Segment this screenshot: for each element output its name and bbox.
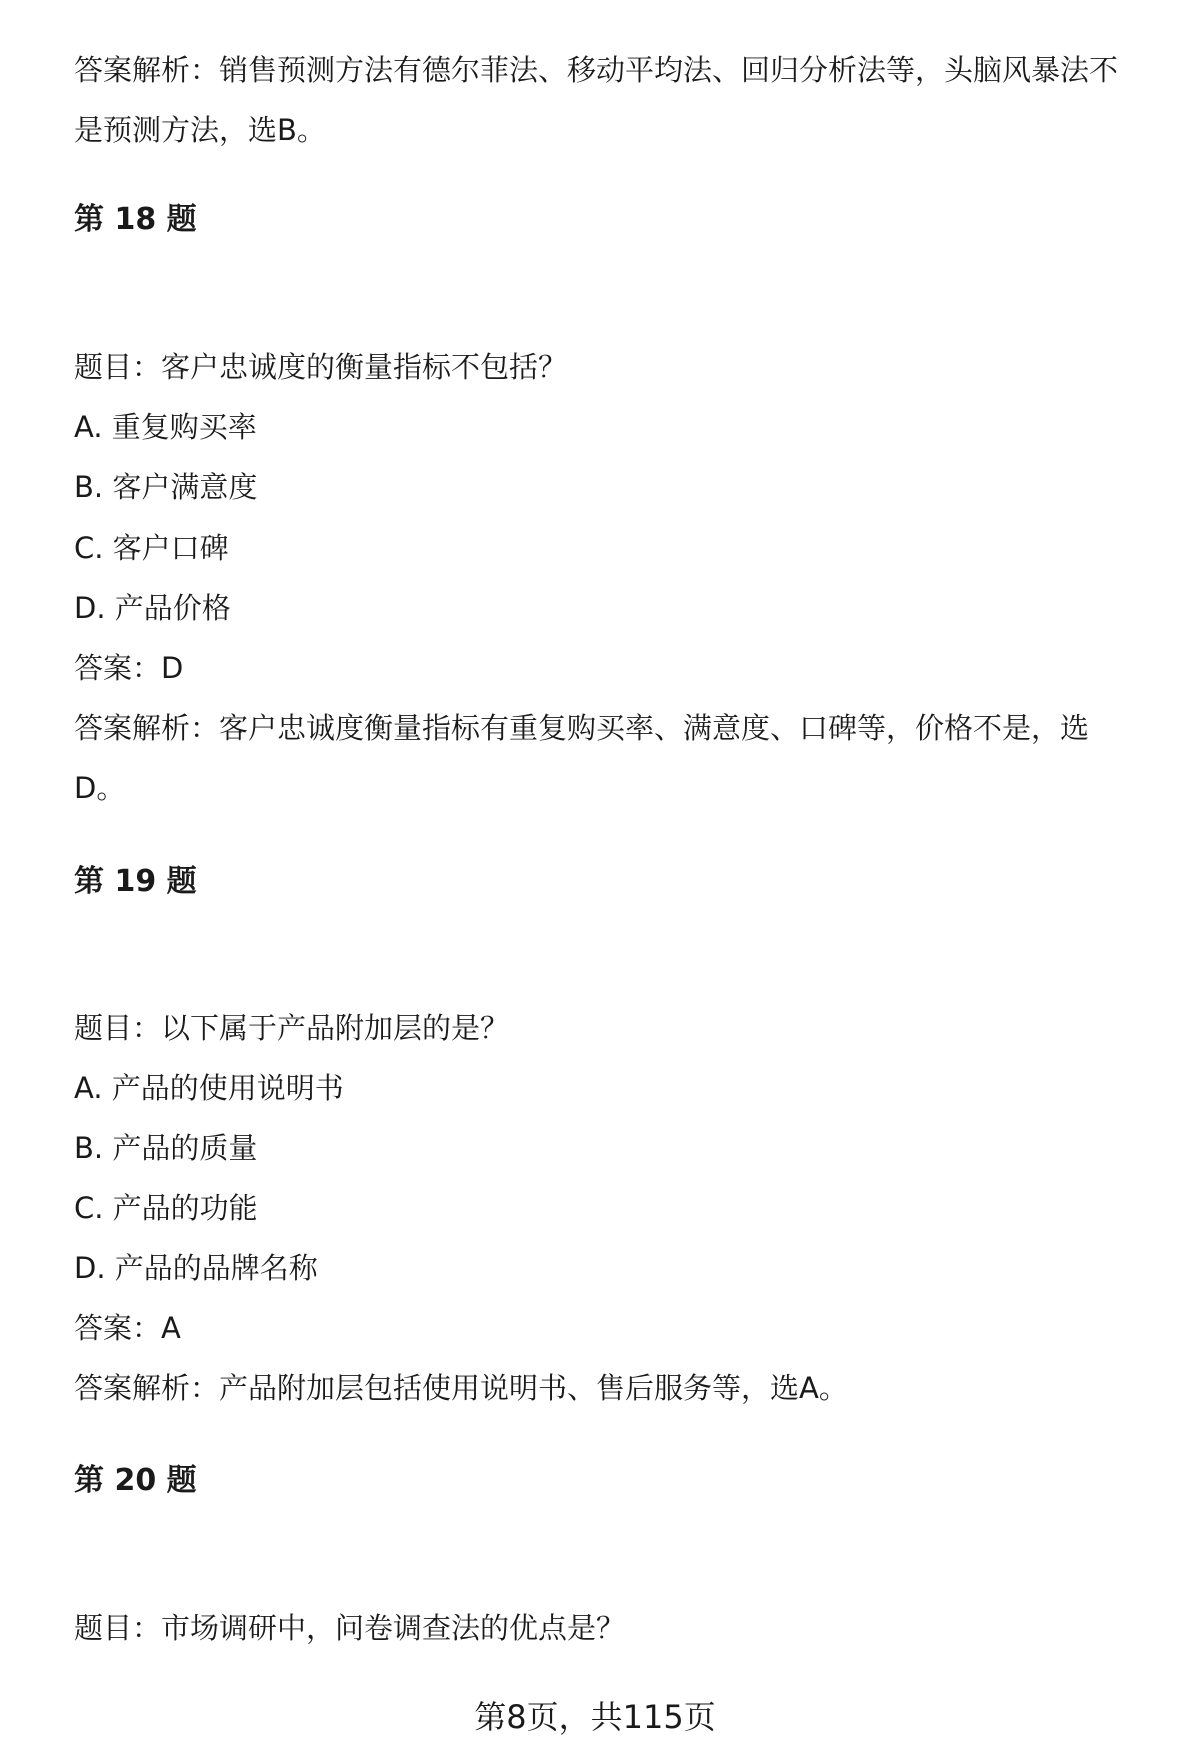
question-18-option-d: D. 产品价格 xyxy=(74,591,231,625)
question-18-option-c: C. 客户口碑 xyxy=(74,531,229,565)
question-19-option-b: B. 产品的质量 xyxy=(74,1131,258,1165)
question-18-heading: 第 18 题 xyxy=(74,202,197,237)
question-19-explanation-line-1: 答案解析：产品附加层包括使用说明书、售后服务等，选A。 xyxy=(74,1371,848,1405)
question-19-option-a: A. 产品的使用说明书 xyxy=(74,1071,344,1105)
question-19-heading: 第 19 题 xyxy=(74,864,197,899)
page-number-footer: 第8页，共115页 xyxy=(474,1698,716,1736)
question-20-stem: 题目：市场调研中，问卷调查法的优点是？ xyxy=(74,1611,626,1645)
question-18-answer: 答案：D xyxy=(74,651,184,685)
question-18-explanation-line-2: D。 xyxy=(74,771,126,805)
question-18-explanation-line-1: 答案解析：客户忠诚度衡量指标有重复购买率、满意度、口碑等，价格不是，选 xyxy=(74,711,1090,745)
question-20-heading: 第 20 题 xyxy=(74,1463,197,1498)
prev-explanation-line-2: 是预测方法，选B。 xyxy=(74,113,326,147)
question-19-answer: 答案：A xyxy=(74,1311,181,1345)
question-18-stem: 题目：客户忠诚度的衡量指标不包括？ xyxy=(74,350,568,384)
prev-explanation-line-1: 答案解析：销售预测方法有德尔菲法、移动平均法、回归分析法等，头脑风暴法不 xyxy=(74,53,1119,87)
question-19-stem: 题目：以下属于产品附加层的是？ xyxy=(74,1011,510,1045)
question-19-option-d: D. 产品的品牌名称 xyxy=(74,1251,318,1285)
question-18-option-a: A. 重复购买率 xyxy=(74,410,257,444)
question-18-option-b: B. 客户满意度 xyxy=(74,470,258,504)
question-19-option-c: C. 产品的功能 xyxy=(74,1191,258,1225)
